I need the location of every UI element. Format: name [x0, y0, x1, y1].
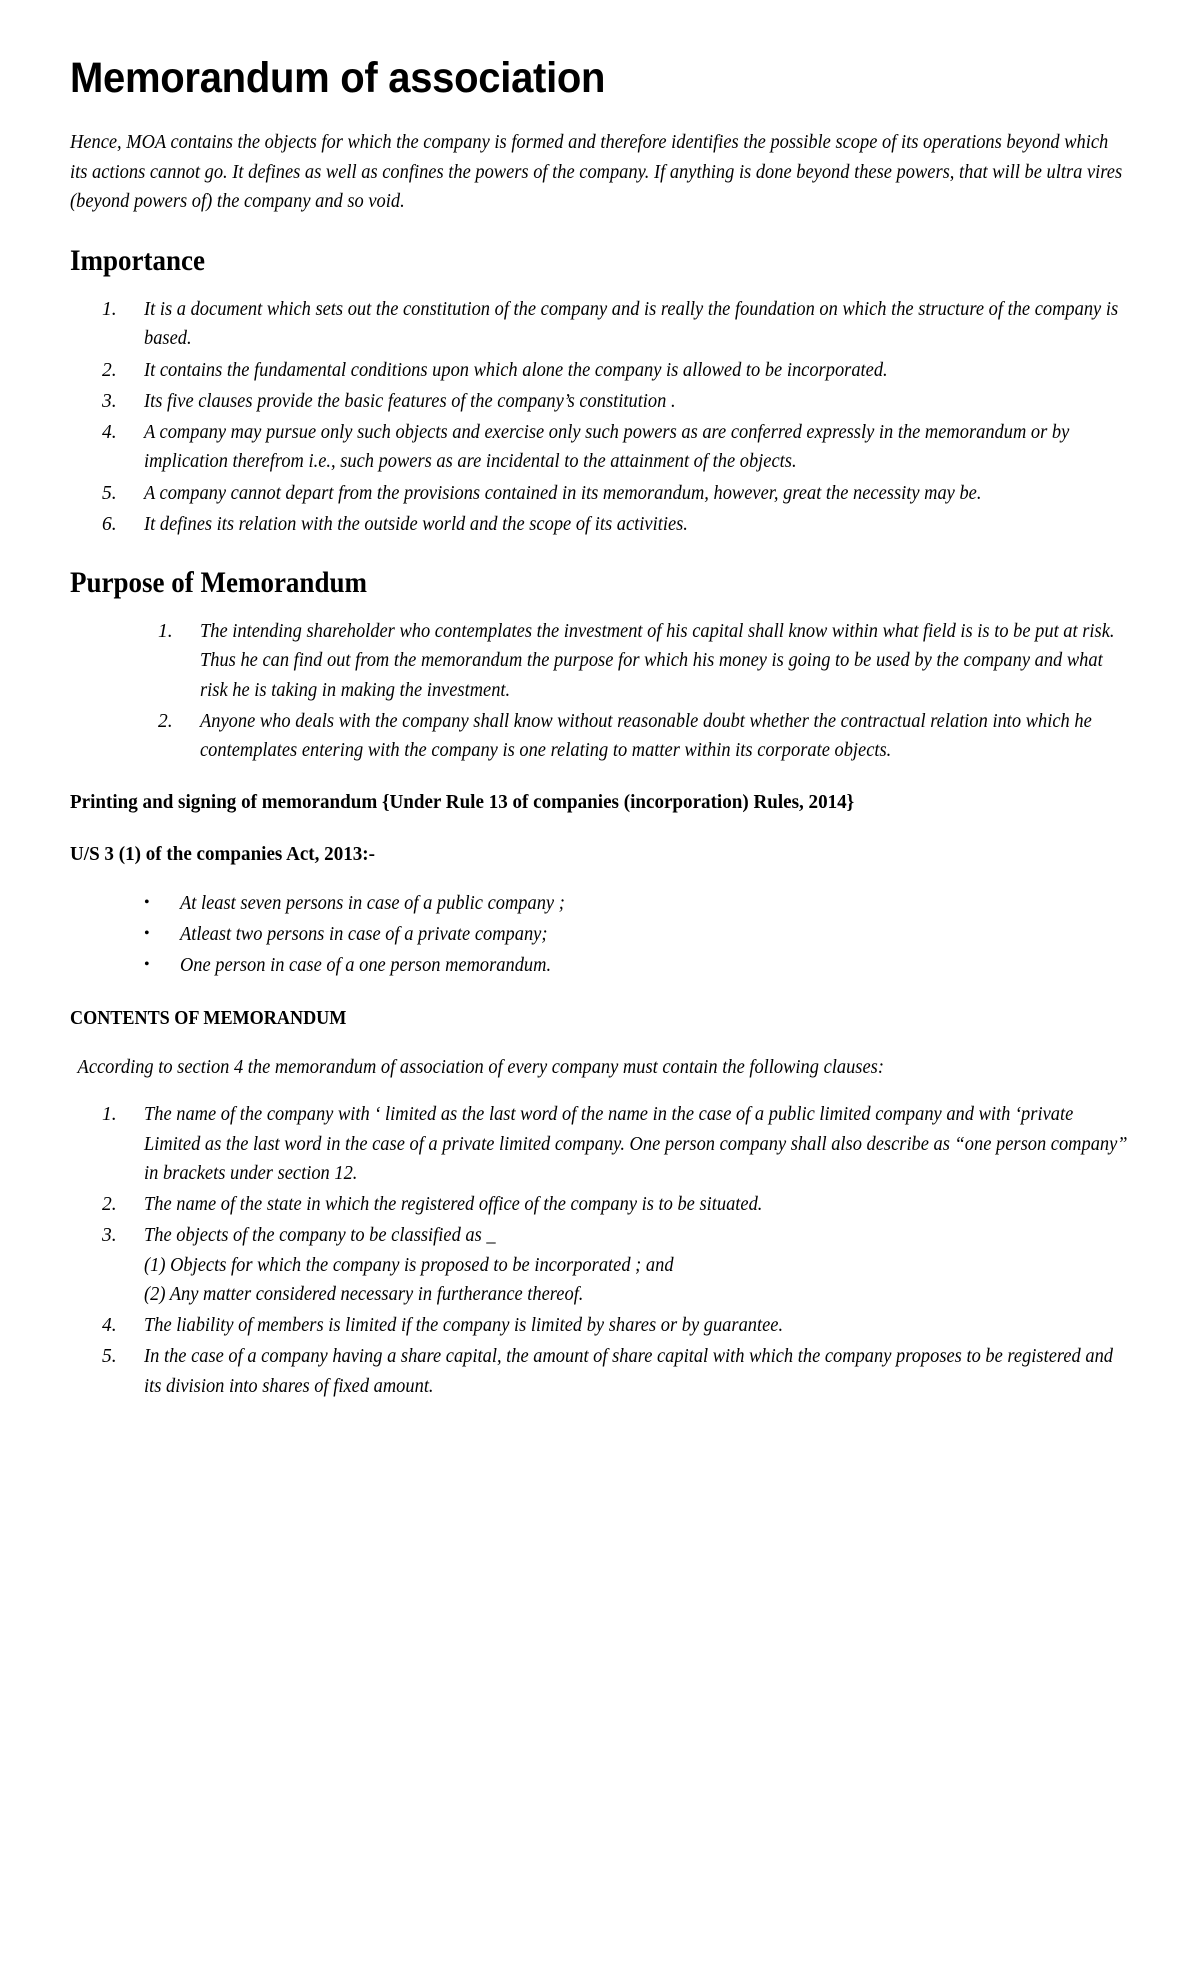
list-item-text: A company may pursue only such objects and exercise only such powers as are conferred expressly in the memorandum or by implication therefrom i.e., such powers as are incidental to the attainment of the objects. [144, 422, 1070, 473]
list-marker: 2. [102, 1194, 117, 1216]
list-item [96, 295, 1128, 354]
list-item [96, 510, 1128, 539]
list-item-text: Its five clauses provide the basic features of the company’s constitution . [144, 390, 676, 412]
list-item-text: A company cannot depart from the provisions contained in its memorandum, however, great the necessity may be. [144, 482, 982, 504]
section-heading-importance: Importance [70, 244, 205, 278]
list-item [132, 889, 1128, 918]
list-item-text: The name of the state in which the registered office of the company is to be situated. [144, 1194, 763, 1216]
purpose-list [152, 617, 1128, 765]
list-item-text: At least seven persons in case of a public company ; [180, 892, 565, 914]
list-item [152, 707, 1128, 766]
list-item-text: The name of the company with ‘ limited as the last word of the name in the case of a public limited company and with ‘private Limited as the last word in the case of a private limited company. One person company shall also describe as “one person company” in brackets under section 12. [144, 1104, 1128, 1184]
section-subheading-us3: U/S 3 (1) of the companies Act, 2013:- [70, 842, 376, 865]
list-item-text: It is a document which sets out the constitution of the company and is really the foundation on which the structure of the company is based. [144, 299, 1119, 350]
clause-subline: (1) Objects for which the company is proposed to be incorporated ; and [144, 1254, 674, 1276]
list-item [96, 1342, 1128, 1401]
section-heading-printing: Printing and signing of memorandum {Under Rule 13 of companies (incorporation) Rules, 2014} [70, 791, 855, 814]
list-marker: 1. [158, 621, 173, 643]
bullet-icon: • [144, 956, 150, 974]
list-item [152, 617, 1128, 705]
list-marker: 2. [102, 359, 117, 381]
list-item [96, 387, 1128, 416]
list-item-text: It contains the fundamental conditions upon which alone the company is allowed to be incorporated. [144, 359, 888, 381]
list-marker: 1. [102, 1104, 117, 1126]
list-item [96, 356, 1128, 385]
list-item [96, 1221, 1128, 1309]
list-marker: 5. [102, 482, 117, 504]
list-item-text: The intending shareholder who contemplates the investment of his capital shall know within what field is is to be put at risk. Thus he can find out from the memorandum the purpose for which his money is going to be used by the company and what risk he is taking in making the investment. [200, 621, 1115, 701]
list-marker: 1. [102, 299, 117, 321]
clause-subline: (2) Any matter considered necessary in furtherance thereof. [144, 1283, 584, 1305]
contents-clause-list [96, 1100, 1128, 1401]
list-marker: 6. [102, 513, 117, 535]
list-marker: 5. [102, 1346, 117, 1368]
list-item [132, 951, 1128, 980]
list-marker: 4. [102, 422, 117, 444]
list-item [96, 1190, 1128, 1219]
list-item-text: Anyone who deals with the company shall know without reasonable doubt whether the contractual relation into which he contemplates entering with the company is one relating to matter within its corporate objects. [200, 710, 1092, 762]
contents-lead-paragraph: According to section 4 the memorandum of association of every company must contain the following clauses: [77, 1056, 884, 1078]
list-item-text: The objects of the company to be classified as _ [144, 1225, 496, 1247]
intro-paragraph: Hence, MOA contains the objects for which the company is formed and therefore identifies the possible scope of its operations beyond which its actions cannot go. It defines as well as confines the powers of the company. If anything is done beyond these powers, that will be ultra vires (beyond powers of) the company and so void. [70, 132, 1123, 213]
list-item [96, 479, 1128, 508]
importance-list [96, 295, 1128, 539]
list-marker: 3. [102, 1225, 117, 1247]
list-item [96, 1100, 1128, 1188]
list-item [96, 1311, 1128, 1340]
section-heading-purpose: Purpose of Memorandum [70, 566, 367, 600]
list-item-text: In the case of a company having a share capital, the amount of share capital with which the company proposes to be registered and its division into shares of fixed amount. [144, 1346, 1114, 1397]
section-heading-contents: CONTENTS OF MEMORANDUM [70, 1008, 347, 1030]
list-marker: 2. [158, 710, 173, 732]
bullet-icon: • [144, 893, 150, 911]
persons-bullet-list [132, 889, 1128, 981]
list-item [132, 920, 1128, 949]
list-item [96, 418, 1128, 477]
list-item-text: One person in case of a one person memorandum. [180, 955, 552, 977]
bullet-icon: • [144, 924, 150, 942]
list-item-text: It defines its relation with the outside world and the scope of its activities. [144, 513, 688, 535]
list-marker: 3. [102, 390, 117, 412]
list-marker: 4. [102, 1315, 117, 1337]
list-item-text: The liability of members is limited if the company is limited by shares or by guarantee. [144, 1315, 784, 1337]
list-item-text: Atleast two persons in case of a private company; [180, 923, 548, 945]
page-title: Memorandum of association [70, 54, 606, 102]
